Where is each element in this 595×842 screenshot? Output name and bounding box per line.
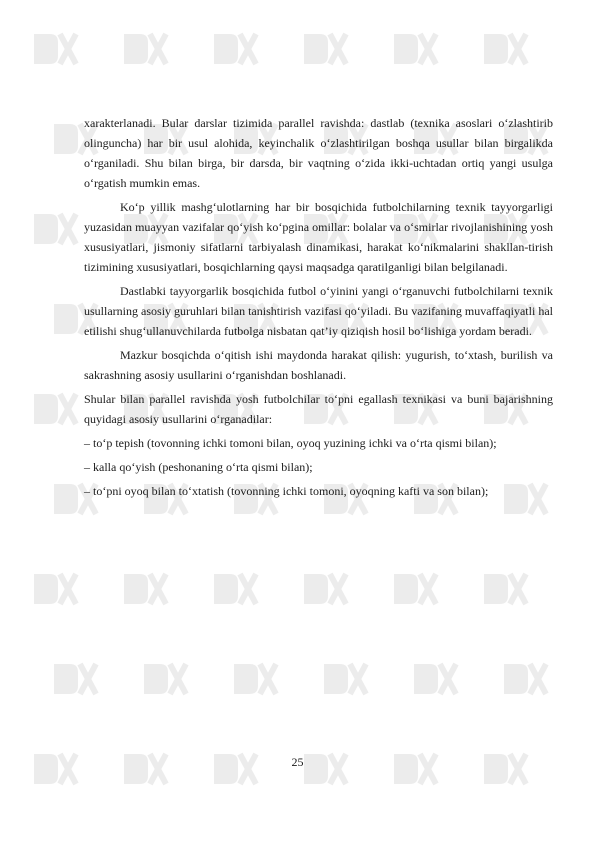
- watermark-logo-icon: [50, 660, 100, 698]
- list-item-kick: – to‘p tepish (tovonning ichki tomoni bilan, oyoq yuzining ichki va o‘rta qismi bilan);: [84, 436, 497, 450]
- watermark-logo-icon: [30, 390, 80, 428]
- watermark-logo-icon: [210, 570, 260, 608]
- watermark-logo-icon: [500, 660, 550, 698]
- watermark-logo-icon: [480, 570, 530, 608]
- watermark-logo-icon: [390, 30, 440, 68]
- watermark-logo-icon: [120, 30, 170, 68]
- watermark-logo-icon: [410, 660, 460, 698]
- watermark-logo-icon: [30, 570, 80, 608]
- list-item-header: – kalla qo‘yish (peshonaning o‘rta qismi bilan);: [84, 460, 313, 474]
- paragraph-4: Mazkur bosqichda o‘qitish ishi maydonda harakat qilish: yugurish, to‘xtash, burilish va sakrashning asosiy usullarini o‘rganishdan boshlanadi.: [84, 348, 553, 382]
- paragraph-3: Dastlabki tayyorgarlik bosqichida futbol o‘yinini yangi o‘rganuvchi futbolchilarni texnik usullarning asosiy guruhlari bilan tanishtirish vazifasi qo‘yiladi. Bu vazifaning muvaffaqiyatli hal etilishi shug‘ullanuvchilarda futbolga nisbatan qat’iy qiziqish hosil bo‘lishiga yordam beradi.: [84, 284, 553, 338]
- watermark-logo-icon: [140, 660, 190, 698]
- watermark-logo-icon: [30, 210, 80, 248]
- watermark-logo-icon: [120, 570, 170, 608]
- list-item-stop: – to‘pni oyoq bilan to‘xtatish (tovonning ichki tomoni, oyoqning kafti va son bilan);: [84, 484, 489, 498]
- paragraph-1: xarakterlanadi. Bular darslar tizimida parallel ravishda: dastlab (texnika asoslari o‘zlashtirib olinguncha) har bir usul alohida, keyinchalik o‘zlashtirilgan boshqa usullar bilan birgalikda o‘rganiladi. Shu bilan birga, bir darsda, bir vaqtning o‘zida ikki-uchtadan ortiq yangi usulga o‘rgatish mumkin emas.: [84, 116, 553, 190]
- watermark-logo-icon: [210, 30, 260, 68]
- paragraph-5: Shular bilan parallel ravishda yosh futbolchilar to‘pni egallash texnikasi va buni bajarishning quyidagi asosiy usullarini o‘rganadilar:: [84, 392, 553, 426]
- watermark-logo-icon: [390, 570, 440, 608]
- paragraph-2: Ko‘p yillik mashg‘ulotlarning har bir bosqichida futbolchilarning texnik tayyorgarligi yuzasidan muayyan vazifalar qo‘yish ko‘pgina omillar: bolalar va o‘smirlar rivojlanishining yosh xususiyatlari, jismoniy sifatlarni tarbiyalash dinamikasi, harakat ko‘nikmalarini shakllan-tirish tizimining xususiyatlari, bosqichlarning qaysi maqsadga qaratilganligi bilan belgilanadi.: [84, 200, 553, 274]
- watermark-logo-icon: [480, 30, 530, 68]
- page-number: 25: [291, 755, 304, 769]
- watermark-logo-icon: [230, 660, 280, 698]
- watermark-logo-icon: [300, 570, 350, 608]
- watermark-logo-icon: [300, 30, 350, 68]
- document-body: [84, 113, 553, 505]
- watermark-logo-icon: [30, 30, 80, 68]
- watermark-logo-icon: [320, 660, 370, 698]
